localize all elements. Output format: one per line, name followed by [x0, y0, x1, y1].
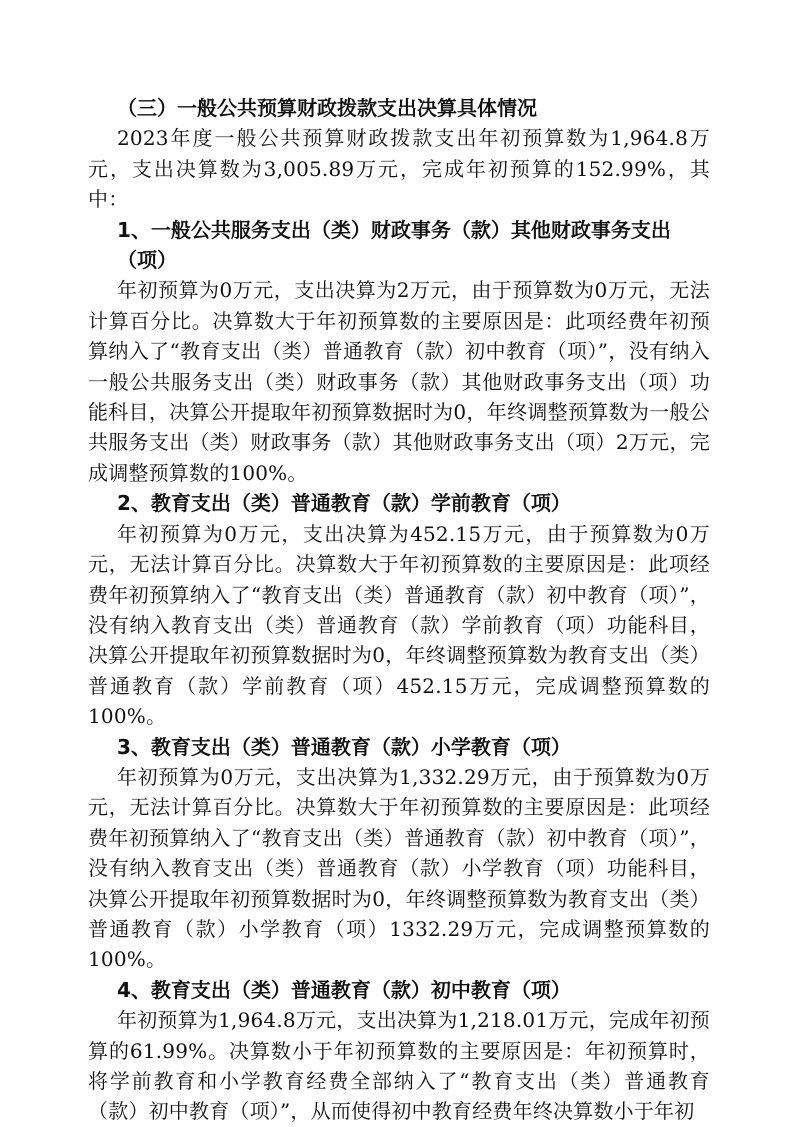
- item-2-heading: 2、教育支出（类）普通教育（款）学前教育（项）: [117, 491, 571, 516]
- section-title: （三）一般公共预算财政拨款支出决算具体情况: [117, 96, 537, 120]
- item-3-heading: 3、教育支出（类）普通教育（款）小学教育（项）: [117, 734, 571, 759]
- item-3-body: 年初预算为0万元，支出决算为1,332.29万元，由于预算数为0万元，无法计算百分比。决算数大于年初预算数的主要原因是：此项经费年初预算纳入了“教育支出（类）普通教育（款）初中教育（项）”，没有纳入教育支出（类）普通教育（款）小学教育（项）功能科目，决算公开提取年初预算数据时为0，年终调整预算数为教育支出（类）普通教育（款）小学教育（项）1332.29万元，完成调整预算数的100%。: [88, 764, 710, 972]
- document-body: [88, 93, 710, 1127]
- item-1-heading: 1、一般公共服务支出（类）财政事务（款）其他财政事务支出（项）: [117, 217, 671, 273]
- item-4-body: 年初预算为1,964.8万元，支出决算为1,218.01万元，完成年初预算的61.99%。决算数小于年初预算数的主要原因是：年初预算时，将学前教育和小学教育经费全部纳入了“教育支出（类）普通教育（款）初中教育（项）”，从而使得初中教育经费年终决算数小于年初: [88, 1008, 710, 1124]
- item-1-body: 年初预算为0万元，支出决算为2万元，由于预算数为0万元，无法计算百分比。决算数大于年初预算数的主要原因是：此项经费年初预算纳入了“教育支出（类）普通教育（款）初中教育（项）”，没有纳入一般公共服务支出（类）财政事务（款）其他财政事务支出（项）功能科目，决算公开提取年初预算数据时为0，年终调整预算数为一般公共服务支出（类）财政事务（款）其他财政事务支出（项）2万元，完成调整预算数的100%。: [88, 278, 710, 485]
- item-2-body: 年初预算为0万元，支出决算为452.15万元，由于预算数为0万元，无法计算百分比。决算数大于年初预算数的主要原因是：此项经费年初预算纳入了“教育支出（类）普通教育（款）初中教育（项）”，没有纳入教育支出（类）普通教育（款）学前教育（项）功能科目，决算公开提取年初预算数据时为0，年终调整预算数为教育支出（类）普通教育（款）学前教育（项）452.15万元，完成调整预算数的100%。: [88, 521, 710, 729]
- item-4-heading: 4、教育支出（类）普通教育（款）初中教育（项）: [117, 977, 571, 1002]
- intro-paragraph: 2023年度一般公共预算财政拨款支出年初预算数为1,964.8万元，支出决算数为3,005.89万元，完成年初预算的152.99%，其中：: [88, 126, 710, 212]
